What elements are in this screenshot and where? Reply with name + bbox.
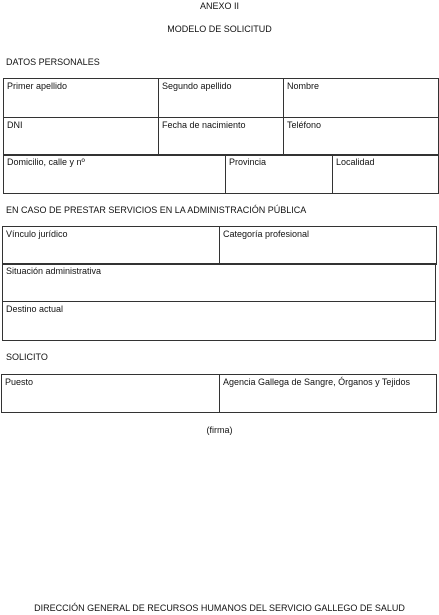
signature-label: (firma) — [206, 425, 233, 435]
legal-link-field[interactable]: Vínculo jurídico — [3, 227, 220, 265]
personal-data-table-1 — [3, 78, 439, 156]
current-post-field[interactable]: Destino actual — [3, 302, 436, 341]
agency-field[interactable]: Agencia Gallega de Sangre, Órganos y Tejidos — [220, 375, 437, 413]
locality-field[interactable]: Localidad — [333, 155, 439, 194]
public-service-heading: EN CASO DE PRESTAR SERVICIOS EN LA ADMINISTRACIÓN PÚBLICA — [6, 205, 307, 215]
phone-field[interactable]: Teléfono — [284, 118, 439, 156]
request-heading: SOLICITO — [6, 352, 48, 362]
form-title: MODELO DE SOLICITUD — [167, 24, 272, 34]
address-field[interactable]: Domicilio, calle y nº — [4, 155, 226, 194]
professional-category-field[interactable]: Categoría profesional — [220, 227, 437, 265]
public-service-table-1 — [2, 226, 437, 265]
footer-recipient: DIRECCIÓN GENERAL DE RECURSOS HUMANOS DEL SERVICIO GALLEGO DE SALUD — [34, 603, 405, 613]
province-field[interactable]: Provincia — [226, 155, 333, 194]
name-field[interactable]: Nombre — [284, 79, 439, 118]
request-table — [1, 374, 437, 413]
public-service-table-2 — [2, 263, 436, 341]
position-field[interactable]: Puesto — [2, 375, 220, 413]
administrative-status-field[interactable]: Situación administrativa — [3, 264, 436, 302]
dni-field[interactable]: DNI — [4, 118, 159, 156]
annex-label: ANEXO II — [199, 1, 239, 11]
birth-date-field[interactable]: Fecha de nacimiento — [159, 118, 284, 156]
personal-data-heading: DATOS PERSONALES — [6, 57, 100, 67]
personal-data-table-2 — [3, 154, 439, 194]
second-surname-field[interactable]: Segundo apellido — [159, 79, 284, 118]
first-surname-field[interactable]: Primer apellido — [4, 79, 159, 118]
